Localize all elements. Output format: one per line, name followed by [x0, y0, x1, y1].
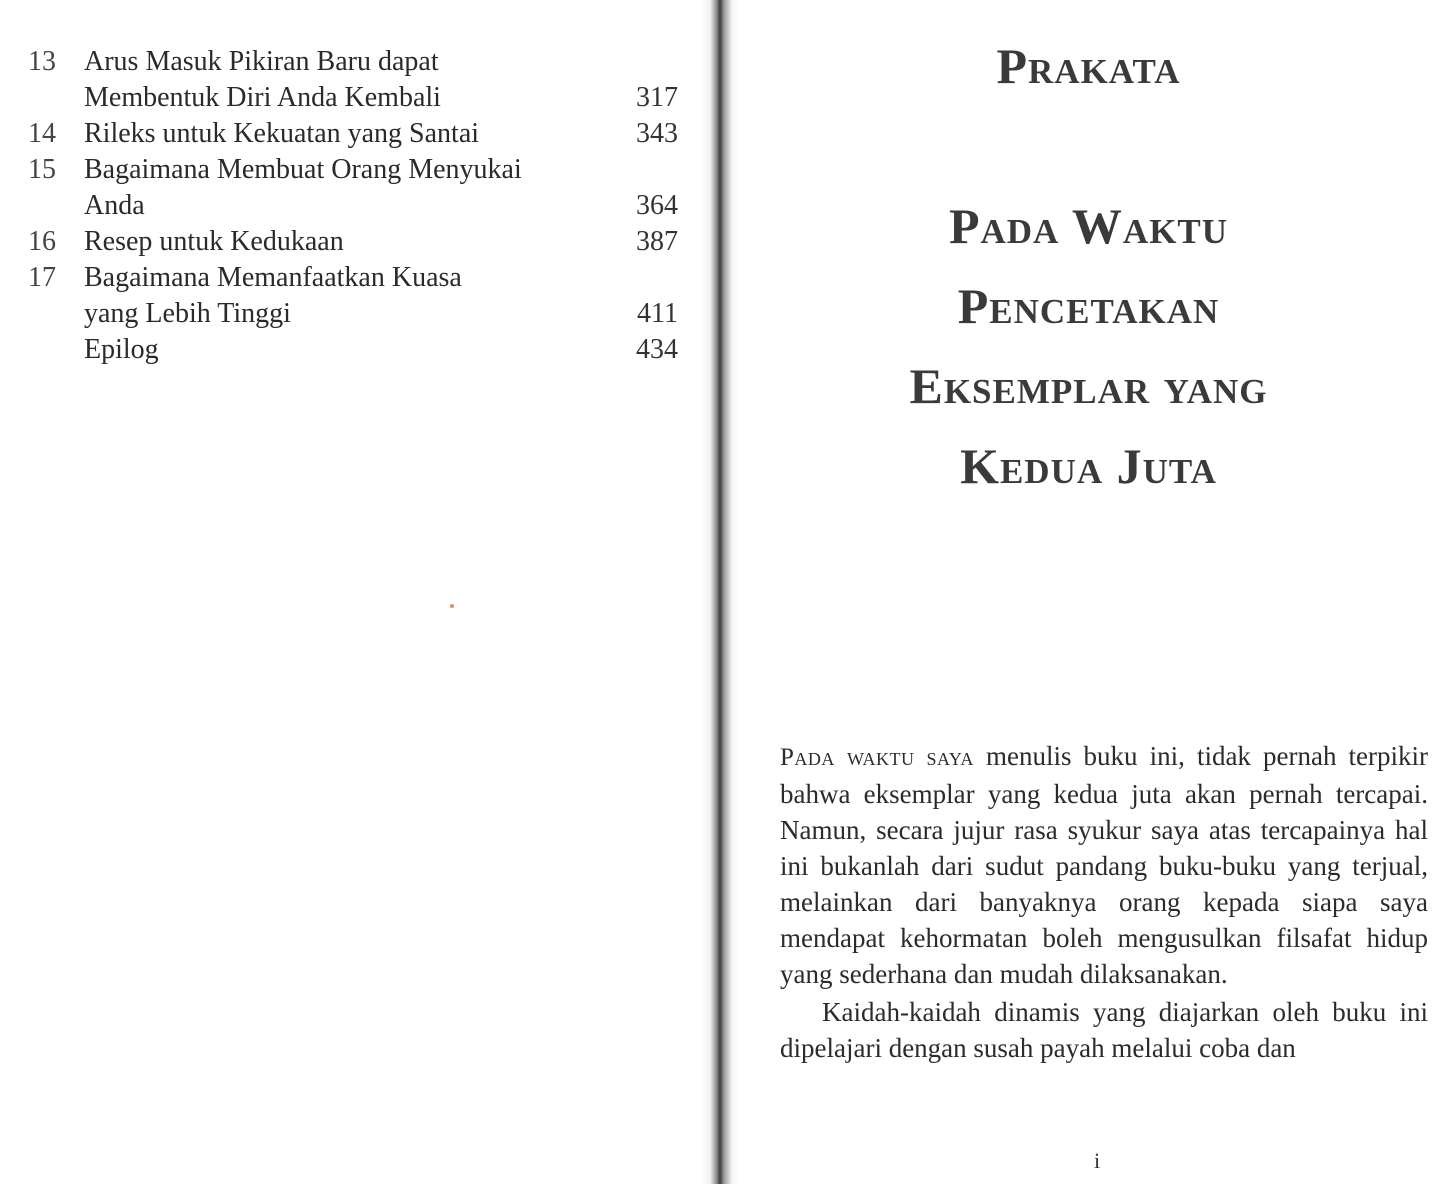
toc-entry [28, 332, 678, 368]
toc-entry [28, 116, 678, 152]
toc-entry [28, 260, 678, 332]
toc-entry-number: 14 [28, 118, 56, 149]
toc-entry-number: 17 [28, 262, 56, 293]
toc-entry [28, 44, 678, 116]
toc-entry-title-line: Arus Masuk Pikiran Baru dapat [84, 46, 439, 77]
toc-entry-title [84, 332, 628, 368]
toc-entry-title-line: Membentuk Diri Anda Kembali [84, 82, 441, 113]
paragraph-text: menulis buku ini, tidak pernah terpikir bahwa eksemplar yang kedua juta akan pernah tercapai. Namun, secara jujur rasa syukur saya atas tercapainya hal ini bukanlah dari sudut pandang buku-buku yang terjual, melainkan dari banyaknya orang kepada siapa saya mendapat kehormatan boleh mengusulkan filsafat hidup yang sederhana dan mudah dilaksanakan. [780, 741, 1429, 989]
toc-entry-page: 317 [636, 82, 678, 113]
toc-entry-title-line: Resep untuk Kedukaan [84, 226, 344, 257]
toc-entry [28, 224, 678, 260]
chapter-title-line: Kedua Juta [960, 438, 1217, 494]
toc-entry-number: 13 [28, 46, 56, 77]
toc-entry-title [84, 152, 628, 224]
toc-entry-title-line: Anda [84, 190, 145, 221]
toc-entry-title [84, 224, 628, 260]
section-heading: Prakata [996, 38, 1181, 94]
page-number: i [1094, 1148, 1101, 1173]
chapter-title-line: Pada Waktu [948, 198, 1229, 254]
paragraph: Kaidah-kaidah dinamis yang diajarkan oleh buku ini dipelajari dengan susah payah melalui coba dan [780, 997, 1428, 1063]
ink-speck [450, 604, 454, 608]
toc-entry-page: 434 [636, 334, 678, 365]
toc-entry-title [84, 44, 628, 116]
table-of-contents [28, 44, 678, 368]
toc-entry-title-line: Epilog [84, 334, 159, 365]
toc-entry-title [84, 116, 628, 152]
toc-entry-title-line: Bagaimana Memanfaatkan Kuasa [84, 262, 462, 293]
toc-entry-title-line: Bagaimana Membuat Orang Menyukai [84, 154, 522, 185]
toc-entry-number: 15 [28, 154, 56, 185]
paragraph [780, 738, 1428, 992]
toc-entry-page: 343 [636, 118, 678, 149]
chapter-title-line: Eksemplar yang [909, 358, 1268, 414]
toc-entry-number: 16 [28, 226, 56, 257]
chapter-title [724, 186, 1453, 506]
body-text [780, 738, 1428, 1066]
right-page [724, 0, 1453, 1184]
toc-entry-title-line: yang Lebih Tinggi [84, 298, 291, 329]
left-page [0, 0, 712, 1184]
toc-entry-title [84, 260, 628, 332]
toc-entry-page: 364 [636, 190, 678, 221]
toc-entry [28, 152, 678, 224]
toc-entry-page: 387 [636, 226, 678, 257]
chapter-title-line: Pencetakan [957, 278, 1220, 334]
toc-entry-title-line: Rileks untuk Kekuatan yang Santai [84, 118, 480, 149]
paragraph-lead-in: Pada waktu saya [780, 744, 974, 771]
toc-entry-page: 411 [637, 298, 678, 329]
